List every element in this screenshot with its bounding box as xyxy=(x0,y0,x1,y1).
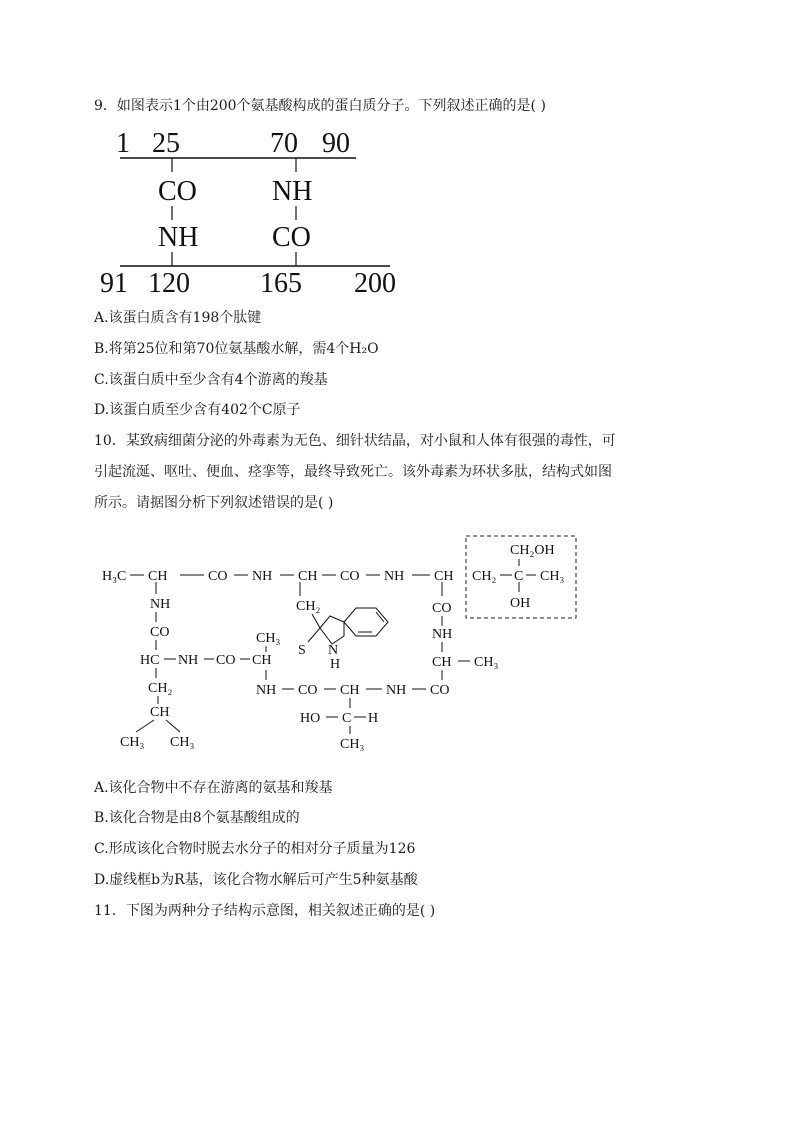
q11-stem: 11．下图为两种分子结构示意图，相关叙述正确的是( ) xyxy=(94,903,436,919)
q9-top-num-25: 25 xyxy=(152,128,180,159)
q10-left-hc: HC xyxy=(140,653,160,668)
q10-stem-line-1: 10．某致病细菌分泌的外毒素为无色、细针状结晶，对小鼠和人体有很强的毒性，可 xyxy=(94,433,616,449)
q10-r1-ch3: CH₃ xyxy=(540,569,565,584)
q10-option-a: A.该化合物中不存在游离的氨基和羧基 xyxy=(94,780,333,796)
q9-option-d: D.该蛋白质至少含有402个C原子 xyxy=(94,402,301,418)
q9-top-num-1: 1 xyxy=(116,128,130,159)
q9-stem: 9．如图表示1个由200个氨基酸构成的蛋白质分子。下列叙述正确的是( ) xyxy=(94,98,546,114)
q9-protein-diagram xyxy=(100,126,430,298)
q10-mid-nh: NH xyxy=(256,683,277,698)
q10-left-ch-branch: CH xyxy=(150,705,170,720)
q10-left-ch3-b: CH₃ xyxy=(170,735,195,750)
q10-mid-ch3: CH₃ xyxy=(256,631,281,646)
q10-right-co: CO xyxy=(432,601,452,616)
q10-r1-c: C xyxy=(514,569,524,584)
q10-mid-nh-h: H xyxy=(330,657,341,672)
q10-left-co2: CO xyxy=(216,653,236,668)
q9-bot-num-120: 120 xyxy=(148,268,190,298)
q10-r1-co-b: CO xyxy=(340,569,360,584)
q10-r1-ch-a: CH xyxy=(148,569,168,584)
q10-mid-co-b: CO xyxy=(430,683,450,698)
q10-right-nh: NH xyxy=(432,627,453,642)
q10-r1-ch2: CH₂ xyxy=(472,569,497,584)
q9-bot-num-165: 165 xyxy=(260,268,302,298)
q10-left-ch3-a: CH₃ xyxy=(120,735,145,750)
q10-mid-ch3-b: CH₃ xyxy=(340,737,365,752)
q10-mid-s: S xyxy=(298,643,306,658)
q10-cyclic-peptide-structure xyxy=(100,532,600,757)
q10-r1-nh-a: NH xyxy=(252,569,273,584)
q10-mid-h: H xyxy=(368,711,379,726)
q10-box-ch2oh: CH₂OH xyxy=(510,543,555,558)
q10-right-ch: CH xyxy=(432,655,452,670)
q10-option-d: D.虚线框b为R基，该化合物水解后可产生5种氨基酸 xyxy=(94,872,418,888)
q10-r1-ch-c: CH xyxy=(434,569,454,584)
q9-option-a: A.该蛋白质含有198个肽键 xyxy=(94,310,262,326)
q10-left-nh2: NH xyxy=(178,653,199,668)
q10-mid-c: C xyxy=(342,711,352,726)
q10-stem-line-2: 引起流涎、呕吐、便血、痉挛等，最终导致死亡。该外毒素为环状多肽，结构式如图 xyxy=(94,464,612,480)
q10-mid-nh-b: NH xyxy=(386,683,407,698)
q9-left-co: CO xyxy=(158,176,197,207)
q10-left-ch2: CH₂ xyxy=(148,681,173,696)
q9-left-nh: NH xyxy=(158,222,199,253)
q10-left-co: CO xyxy=(150,625,170,640)
q9-option-b: B.将第25位和第70位氨基酸水解，需4个H₂O xyxy=(94,341,379,357)
q10-left-nh: NH xyxy=(150,597,171,612)
q10-box-oh: OH xyxy=(510,596,531,611)
q10-mid-n: N xyxy=(328,643,339,658)
q10-option-c: C.形成该化合物时脱去水分子的相对分子质量为126 xyxy=(94,841,416,857)
q10-r1-nh-b: NH xyxy=(384,569,405,584)
q10-mid-ch-b: CH xyxy=(340,683,360,698)
q10-right-ch3: CH₃ xyxy=(474,655,499,670)
q10-mid-co: CO xyxy=(298,683,318,698)
q9-top-num-90: 90 xyxy=(322,128,350,159)
q10-r1-co-a: CO xyxy=(208,569,228,584)
q10-mid-ch2: CH₂ xyxy=(296,599,321,614)
q10-left-ch: CH xyxy=(252,653,272,668)
q10-option-b: B.该化合物是由8个氨基酸组成的 xyxy=(94,810,300,826)
q9-bot-num-200: 200 xyxy=(354,268,396,298)
q9-right-nh: NH xyxy=(272,176,313,207)
q9-bot-num-91: 91 xyxy=(100,268,128,298)
q9-option-c: C.该蛋白质中至少含有4个游离的羧基 xyxy=(94,372,328,388)
q10-stem-line-3: 所示。请据图分析下列叙述错误的是( ) xyxy=(94,495,334,511)
q10-r1-h3c: H₃C xyxy=(102,569,127,584)
q9-right-co: CO xyxy=(272,222,311,253)
q9-top-num-70: 70 xyxy=(270,128,298,159)
q10-r1-ch-b: CH xyxy=(298,569,318,584)
q10-mid-ho: HO xyxy=(300,711,321,726)
